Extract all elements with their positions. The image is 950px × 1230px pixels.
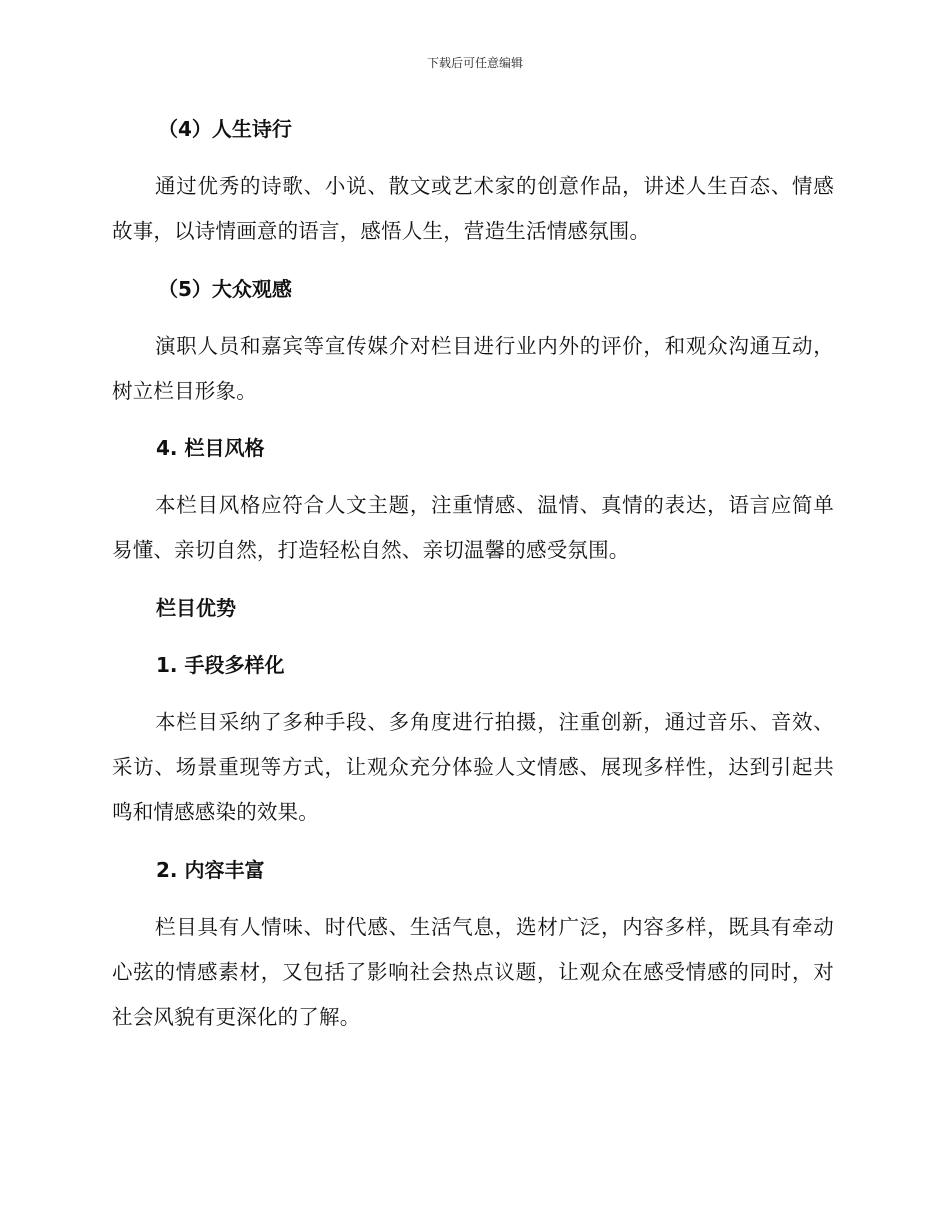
heading-diverse-means: 1. 手段多样化 <box>156 653 285 677</box>
paragraph-diverse-means: 本栏目采纳了多种手段、多角度进行拍摄，注重创新，通过音乐、音效、采访、场景重现等方式，让观众充分体验人文情感、展现多样性，达到引起共鸣和情感感染的效果。 <box>112 710 834 824</box>
heading-public-view: （5）大众观感 <box>158 277 292 301</box>
heading-column-advantage: 栏目优势 <box>156 596 236 620</box>
page-header: 下载后可任意编辑 <box>426 56 523 70</box>
paragraph-rich-content: 栏目具有人情味、时代感、生活气息，选材广泛，内容多样，既具有牵动心弦的情感素材，又包括了影响社会热点议题，让观众在感受情感的同时，对社会风貌有更深化的了解。 <box>112 915 834 1029</box>
heading-column-style: 4. 栏目风格 <box>156 436 265 460</box>
paragraph-life-poetry: 通过优秀的诗歌、小说、散文或艺术家的创意作品，讲述人生百态、情感故事，以诗情画意的语言，感悟人生，营造生活情感氛围。 <box>112 174 834 243</box>
heading-rich-content: 2. 内容丰富 <box>156 858 265 882</box>
paragraph-public-view: 演职人员和嘉宾等宣传媒介对栏目进行业内外的评价，和观众沟通互动，树立栏目形象。 <box>112 334 834 403</box>
heading-life-poetry: （4）人生诗行 <box>158 117 292 141</box>
paragraph-column-style: 本栏目风格应符合人文主题，注重情感、温情、真情的表达，语言应简单易懂、亲切自然，打造轻松自然、亲切温馨的感受氛围。 <box>112 493 834 562</box>
